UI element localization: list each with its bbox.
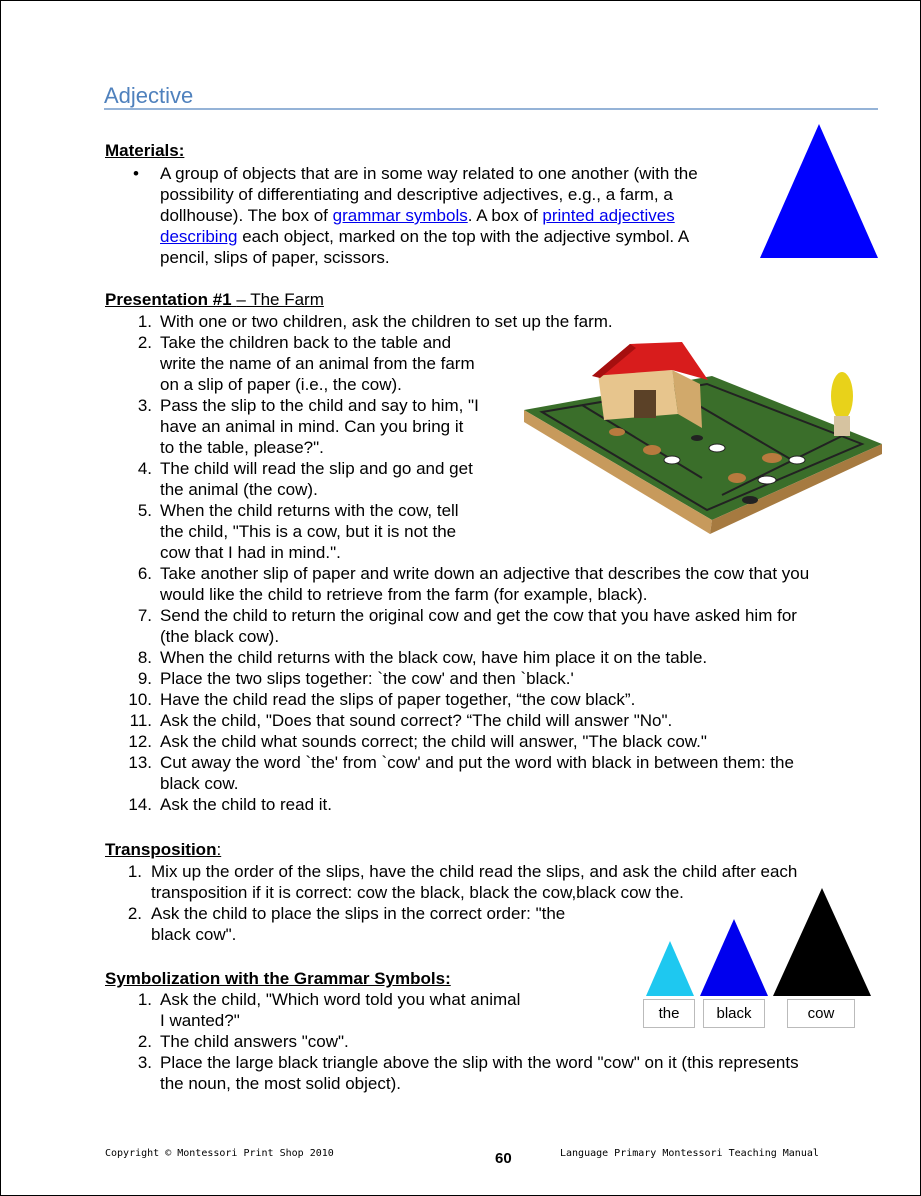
step-line: Take the children back to the table and — [160, 333, 452, 352]
step-number: 14. — [128, 795, 152, 814]
step-text — [160, 605, 797, 647]
step-number: 1. — [137, 312, 152, 331]
step-line: the child, "This is a cow, but it is not the — [160, 522, 457, 541]
step-line: the noun, the most solid object). — [160, 1074, 401, 1093]
materials-line: pencil, slips of paper, scissors. — [160, 248, 390, 267]
materials-heading: Materials: — [105, 141, 185, 160]
materials-line: possibility of differentiating and descriptive adjectives, e.g., a farm, a — [160, 185, 673, 204]
step-number: 1. — [137, 990, 152, 1009]
materials-line — [160, 205, 698, 226]
step-line: transposition if it is correct: cow the black, black the cow,black cow the. — [151, 883, 684, 902]
step-line: Place the large black triangle above the slip with the word "cow" on it (this represents — [160, 1053, 799, 1072]
step-number: 3. — [137, 396, 152, 415]
step-number: 13. — [128, 753, 152, 772]
step-text — [160, 1052, 799, 1094]
article-triangle-icon — [645, 940, 695, 997]
adjective-triangle-icon — [699, 918, 769, 997]
presentation-heading — [105, 290, 324, 310]
step-line: Cut away the word `the' from `cow' and put the word with black in between them: the — [160, 753, 794, 772]
step-text — [160, 731, 707, 752]
step-text — [160, 710, 672, 731]
step-text — [160, 500, 459, 563]
step-line: Send the child to return the original cow and get the cow that you have asked him for — [160, 606, 797, 625]
step-line: Ask the child to place the slips in the correct order: "the — [151, 904, 566, 923]
step-line: When the child returns with the black cow, have him place it on the table. — [160, 648, 708, 667]
step-number: 9. — [137, 669, 152, 688]
transposition-heading-colon: : — [216, 840, 222, 859]
step-number: 2. — [137, 333, 152, 352]
step-number: 2. — [137, 1032, 152, 1051]
step-text — [160, 794, 332, 815]
step-line: have an animal in mind. Can you bring it — [160, 417, 464, 436]
step-text — [160, 563, 809, 605]
step-text — [160, 989, 520, 1031]
grammar-symbols-link[interactable]: grammar symbols — [332, 206, 468, 225]
step-line: Place the two slips together: `the cow' and then `black.' — [160, 669, 574, 688]
text-fragment: dollhouse). The box of — [160, 206, 333, 225]
slip-black: black — [703, 999, 765, 1028]
step-number: 11. — [129, 711, 152, 730]
symbolization-heading: Symbolization with the Grammar Symbols: — [105, 969, 451, 988]
step-number: 2. — [127, 904, 142, 923]
printed-adjectives-link[interactable]: printed adjectives — [542, 206, 675, 225]
step-line: black cow". — [151, 925, 237, 944]
step-text — [151, 903, 565, 945]
step-number: 5. — [137, 501, 152, 520]
noun-triangle-icon — [772, 887, 872, 997]
bullet-icon: • — [133, 164, 139, 183]
step-line: I wanted?" — [160, 1011, 240, 1030]
page-number: 60 — [495, 1150, 512, 1167]
step-line: black cow. — [160, 774, 239, 793]
presentation-subtitle: – The Farm — [236, 290, 324, 309]
step-line: (the black cow). — [160, 627, 280, 646]
text-fragment: . A box of — [467, 206, 543, 225]
step-line: The child will read the slip and go and get — [160, 459, 473, 478]
step-text — [160, 311, 613, 332]
step-text — [160, 395, 479, 458]
step-number: 7. — [137, 606, 152, 625]
step-line: With one or two children, ask the children to set up the farm. — [160, 312, 613, 331]
step-text — [160, 668, 574, 689]
step-line: Pass the slip to the child and say to him, "I — [160, 396, 479, 415]
step-line: The child answers "cow". — [160, 1032, 349, 1051]
footer-copyright: Copyright © Montessori Print Shop 2010 — [105, 1148, 334, 1159]
materials-text — [160, 163, 698, 268]
step-line: the animal (the cow). — [160, 480, 318, 499]
step-number: 1. — [127, 862, 142, 881]
step-number: 6. — [137, 564, 152, 583]
presentation-heading-label: Presentation #1 — [105, 290, 237, 309]
step-number: 4. — [137, 459, 152, 478]
step-text — [160, 458, 473, 500]
step-text — [160, 689, 635, 710]
step-line: on a slip of paper (i.e., the cow). — [160, 375, 402, 394]
step-text — [160, 332, 475, 395]
step-text — [160, 647, 707, 668]
step-text — [160, 1031, 349, 1052]
materials-line — [160, 226, 698, 247]
step-number: 10. — [128, 690, 152, 709]
step-line: Take another slip of paper and write down an adjective that describes the cow that you — [160, 564, 810, 583]
transposition-heading-label: Transposition — [105, 840, 217, 859]
step-line: Have the child read the slips of paper together, “the cow black”. — [160, 690, 636, 709]
slip-cow: cow — [787, 999, 855, 1028]
step-line: Mix up the order of the slips, have the child read the slips, and ask the child after each — [151, 862, 798, 881]
step-text — [151, 861, 797, 903]
step-line: cow that I had in mind.". — [160, 543, 341, 562]
step-number: 3. — [137, 1053, 152, 1072]
step-line: Ask the child to read it. — [160, 795, 332, 814]
footer-manual-title: Language Primary Montessori Teaching Manual — [560, 1148, 819, 1159]
transposition-heading — [105, 840, 221, 860]
farm-image — [522, 340, 884, 536]
step-line: Ask the child what sounds correct; the child will answer, "The black cow." — [160, 732, 707, 751]
step-line: Ask the child, "Does that sound correct? “The child will answer "No". — [160, 711, 673, 730]
step-line: When the child returns with the cow, tell — [160, 501, 459, 520]
step-line: write the name of an animal from the farm — [160, 354, 475, 373]
step-line: Ask the child, "Which word told you what animal — [160, 990, 521, 1009]
step-line: to the table, please?". — [160, 438, 324, 457]
page-title: Adjective — [104, 84, 878, 110]
step-number: 8. — [137, 648, 152, 667]
materials-line: A group of objects that are in some way related to one another (with the — [160, 164, 698, 183]
slip-the: the — [643, 999, 695, 1028]
step-line: would like the child to retrieve from the farm (for example, black). — [160, 585, 648, 604]
step-number: 12. — [128, 732, 152, 751]
adjective-symbol-icon — [758, 122, 880, 260]
step-text — [160, 752, 794, 794]
text-fragment: each object, marked on the top with the adjective symbol. A — [237, 227, 690, 246]
describing-link[interactable]: describing — [160, 227, 238, 246]
